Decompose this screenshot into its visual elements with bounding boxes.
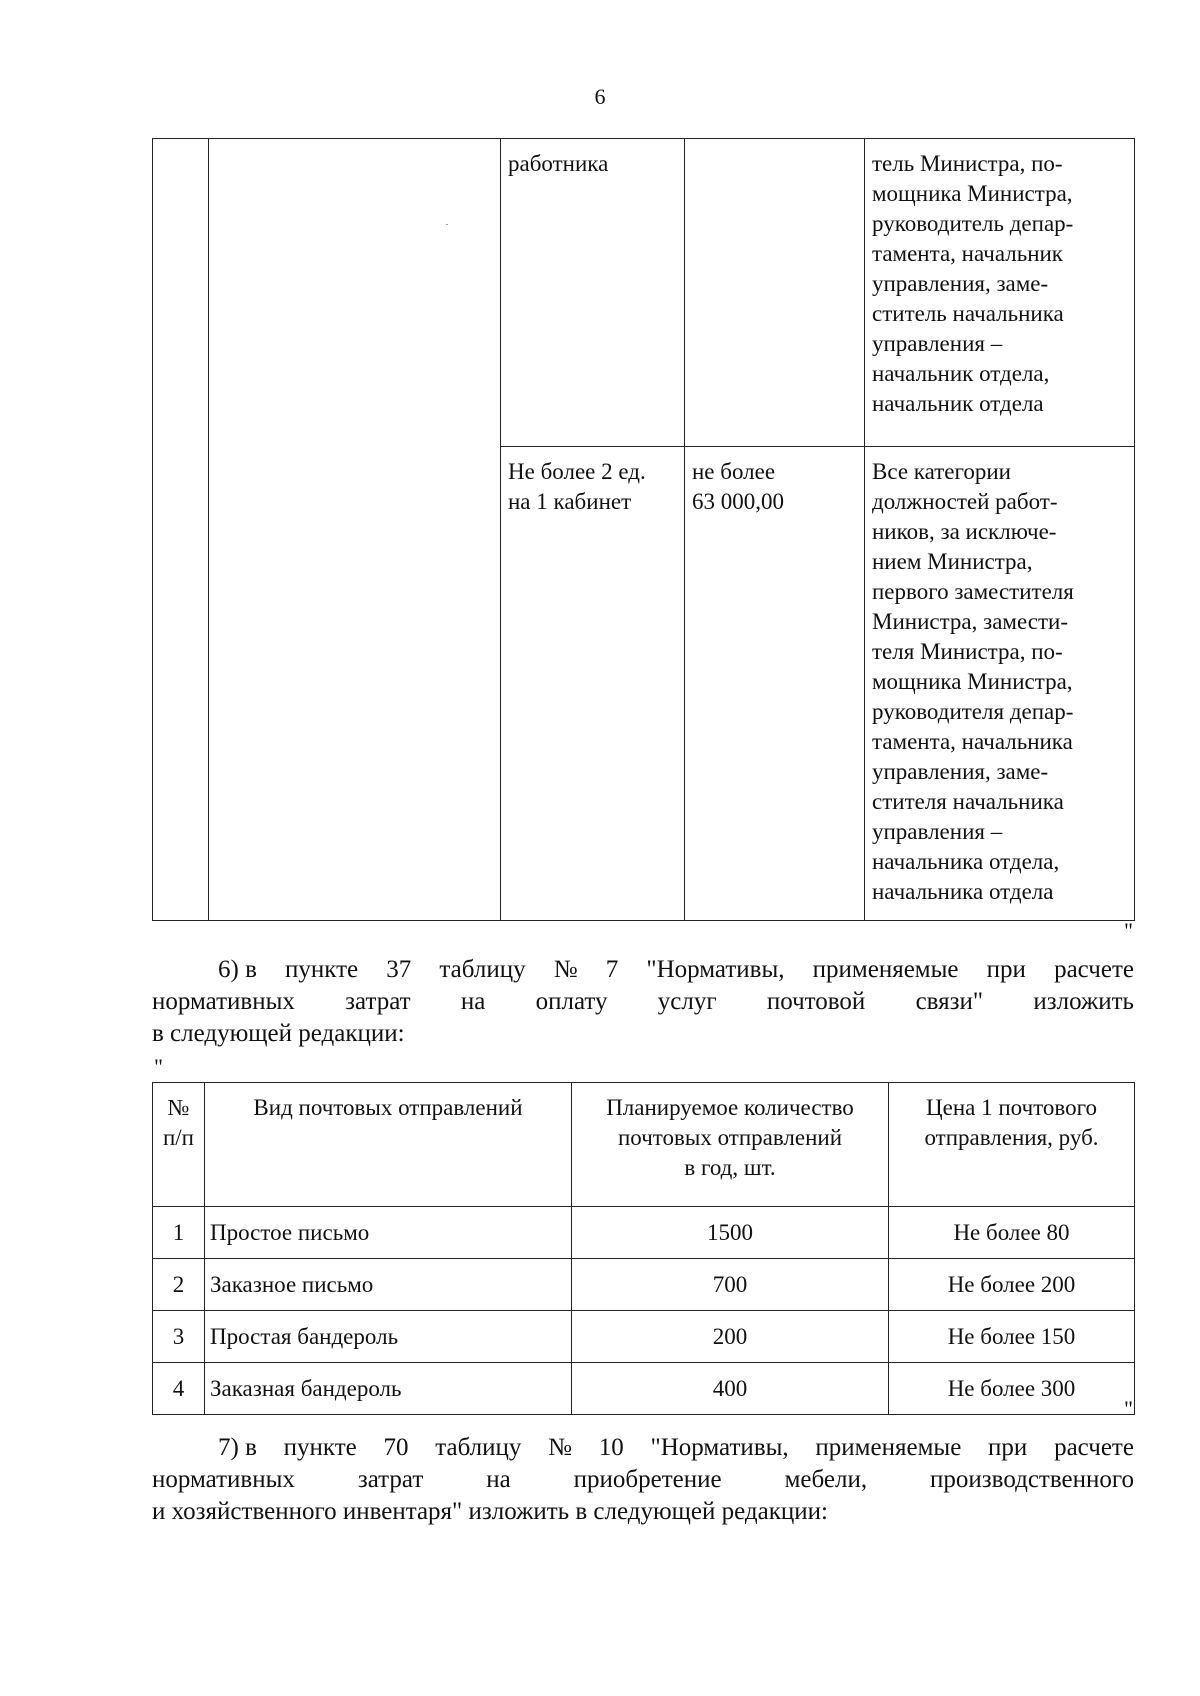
- cell-line: теля Министра, по-: [872, 639, 1063, 664]
- cell-line: управления, заме-: [872, 271, 1049, 296]
- header-cell: [205, 1083, 572, 1207]
- word: услуг: [657, 988, 717, 1015]
- closing-quote: ": [1124, 1396, 1133, 1421]
- cell-line: руководитель депар-: [872, 211, 1074, 236]
- paragraph-6: [152, 954, 1134, 1050]
- header-cell: [889, 1083, 1135, 1207]
- mail-type: Простое письмо: [205, 1207, 572, 1259]
- word: затрат: [345, 988, 411, 1015]
- cell-line: тель Министра, по-: [872, 151, 1063, 176]
- header-line: в год, шт.: [684, 1155, 776, 1180]
- mail-type: Заказное письмо: [205, 1259, 572, 1311]
- paragraph-line: в следующей редакции:: [152, 1020, 405, 1047]
- word: 37: [386, 956, 412, 983]
- cell-line: тамента, начальника: [872, 729, 1073, 754]
- header-cell: [153, 1083, 205, 1207]
- page-number: 6: [594, 84, 606, 109]
- cell-line: руководителя депар-: [872, 699, 1074, 724]
- word: расчете: [1054, 956, 1134, 983]
- word: нормативных: [152, 1466, 295, 1493]
- word: на: [460, 988, 486, 1015]
- cell-line: должностей работ-: [872, 489, 1058, 514]
- cell-line: не более: [692, 459, 776, 484]
- word: мебели,: [784, 1466, 868, 1493]
- cell-line: мощника Министра,: [872, 181, 1073, 206]
- word: при: [986, 956, 1026, 983]
- word: №: [553, 956, 578, 983]
- unit-price: Не более 300: [889, 1363, 1135, 1415]
- word: нормативных: [152, 988, 295, 1015]
- header-line: Вид почтовых отправлений: [253, 1095, 523, 1120]
- table-cell: [865, 139, 1135, 447]
- word: "Нормативы,: [646, 956, 785, 983]
- cell-line: стителя начальника: [872, 789, 1064, 814]
- table-row: [153, 1311, 1135, 1363]
- paragraph-line: [152, 954, 1134, 986]
- row-number: 3: [153, 1311, 205, 1363]
- cell-line: нием Министра,: [872, 549, 1033, 574]
- word: приобретение: [573, 1466, 722, 1493]
- planned-quantity: 200: [572, 1311, 889, 1363]
- word: 7) в: [218, 1434, 257, 1461]
- paragraph-line: [152, 1464, 1134, 1496]
- table-row: [153, 1207, 1135, 1259]
- word: оплату: [535, 988, 608, 1015]
- paragraph-7: [152, 1432, 1134, 1528]
- paragraph-line: [152, 1432, 1134, 1464]
- table-cell: [209, 139, 501, 921]
- header-line: отправления, руб.: [924, 1125, 1099, 1150]
- cell-line: 63 000,00: [692, 489, 784, 514]
- table-row: [153, 1259, 1135, 1311]
- word: "Нормативы,: [650, 1434, 789, 1461]
- table-cell: [501, 447, 685, 921]
- paragraph-line: и хозяйственного инвентаря" изложить в следующей редакции:: [152, 1498, 828, 1525]
- table-cell: [865, 447, 1135, 921]
- cell-line: тамента, начальник: [872, 241, 1063, 266]
- row-number: 2: [153, 1259, 205, 1311]
- header-line: Цена 1 почтового: [926, 1095, 1097, 1120]
- cell-line: мощника Министра,: [872, 669, 1073, 694]
- closing-quote: ": [1124, 918, 1133, 943]
- header-line: Планируемое количество: [606, 1095, 854, 1120]
- row-number: 4: [153, 1363, 205, 1415]
- cell-line: начальник отдела: [872, 391, 1044, 416]
- table-cell: [685, 447, 865, 921]
- row-number: 1: [153, 1207, 205, 1259]
- planned-quantity: 1500: [572, 1207, 889, 1259]
- cell-line: ников, за исключе-: [872, 519, 1057, 544]
- word: 10: [598, 1434, 624, 1461]
- header-line: №: [167, 1095, 190, 1120]
- word: изложить: [1033, 988, 1134, 1015]
- word: №: [548, 1434, 573, 1461]
- table-row: [153, 1363, 1135, 1415]
- word: пункте: [283, 1434, 357, 1461]
- word: пункте: [285, 956, 359, 983]
- cell-line: начальника отдела,: [872, 849, 1060, 874]
- table-cell: [685, 139, 865, 447]
- cell-line: ститель начальника: [872, 301, 1064, 326]
- planned-quantity: 400: [572, 1363, 889, 1415]
- cell-line: Все категории: [872, 459, 1011, 484]
- header-cell: [572, 1083, 889, 1207]
- word: производственного: [930, 1466, 1134, 1493]
- word: 70: [383, 1434, 409, 1461]
- header-line: п/п: [162, 1125, 194, 1150]
- cell-line: на 1 кабинет: [508, 489, 632, 514]
- header-line: почтовых отправлений: [617, 1125, 843, 1150]
- cell-line: начальника отдела: [872, 879, 1054, 904]
- word: 6) в: [218, 956, 257, 983]
- cell-line: управления –: [872, 331, 1003, 356]
- unit-price: Не более 80: [889, 1207, 1135, 1259]
- mail-type: Простая бандероль: [205, 1311, 572, 1363]
- table-cell: [501, 139, 685, 447]
- unit-price: Не более 200: [889, 1259, 1135, 1311]
- word: таблицу: [439, 956, 526, 983]
- word: почтовой: [766, 988, 866, 1015]
- cell-text: работника: [508, 151, 609, 176]
- cell-line: начальник отдела,: [872, 361, 1050, 386]
- mail-type: Заказная бандероль: [205, 1363, 572, 1415]
- cell-line: Не более 2 ед.: [508, 459, 646, 484]
- continued-table-row: [153, 139, 1135, 447]
- cell-line: управления, заме-: [872, 759, 1049, 784]
- word: затрат: [357, 1466, 424, 1493]
- word: расчете: [1054, 1434, 1134, 1461]
- opening-quote: ": [154, 1054, 163, 1079]
- unit-price: Не более 150: [889, 1311, 1135, 1363]
- table-cell: [153, 139, 209, 921]
- word: при: [988, 1434, 1028, 1461]
- word: применяемые: [815, 1434, 962, 1461]
- cell-line: управления –: [872, 819, 1003, 844]
- continued-table: [152, 138, 1135, 921]
- cell-line: первого заместителя: [872, 579, 1074, 604]
- postal-table-header: [153, 1083, 1135, 1207]
- word: применяемые: [812, 956, 959, 983]
- paragraph-line: [152, 986, 1134, 1018]
- word: связи": [915, 988, 984, 1015]
- word: 7: [605, 956, 619, 983]
- word: таблицу: [435, 1434, 522, 1461]
- postal-table: [152, 1082, 1135, 1415]
- planned-quantity: 700: [572, 1259, 889, 1311]
- cell-line: Министра, замести-: [872, 609, 1068, 634]
- word: на: [486, 1466, 511, 1493]
